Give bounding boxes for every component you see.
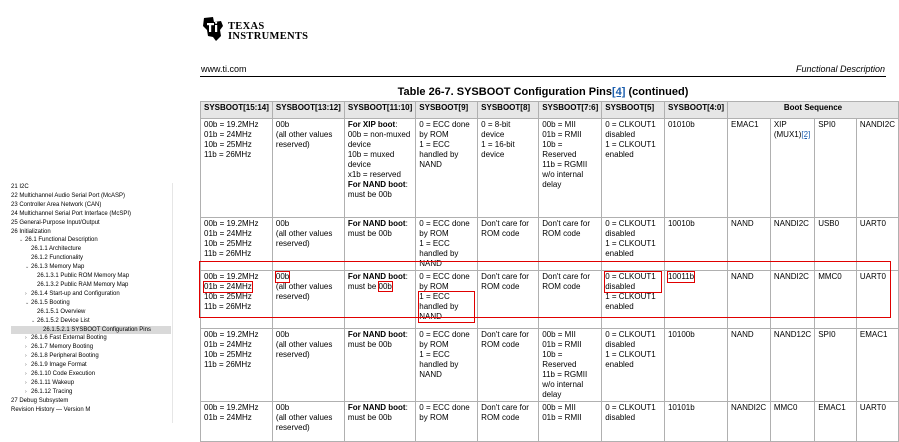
table-cell (478, 218, 539, 271)
cell-line: 10b = Reserved (542, 350, 577, 369)
table-cell (272, 218, 344, 271)
cell-line: must be 00b (347, 340, 392, 349)
cell-line: 1 = ECC handled by NAND (419, 292, 474, 322)
toc-item[interactable] (11, 317, 171, 326)
table-row (201, 119, 899, 218)
cell-line: 11b = 26MHz (204, 150, 252, 159)
ti-logo-text (228, 22, 308, 42)
toc-item[interactable] (11, 281, 171, 290)
ti-logo-icon (201, 14, 225, 44)
chevron-right-icon[interactable]: › (25, 344, 27, 351)
table-cell (344, 329, 415, 402)
col-header: SYSBOOT[7:6] (539, 102, 602, 119)
cell-line: 00b (275, 272, 290, 281)
toc-item[interactable] (11, 397, 171, 406)
cell-line: 10b = Reserved (542, 140, 577, 159)
table-title (200, 86, 886, 98)
toc-item[interactable] (11, 308, 171, 317)
table-cell (201, 119, 273, 218)
boot-sequence-cell (770, 402, 814, 442)
toc-item-label: 26.1.8 Peripheral Booting (31, 353, 99, 360)
boot-sequence-cell (856, 329, 898, 402)
cell-line: 0 = ECC done by ROM (419, 403, 470, 422)
col-header-boot-sequence: Boot Sequence (727, 102, 898, 119)
boot-sequence-cell (727, 119, 770, 218)
cell-line: 0 = ECC done by ROM (419, 219, 470, 238)
cell-line: 0 = ECC done by ROM (419, 272, 470, 291)
cell-line: 00b (275, 219, 290, 228)
toc-item-label: 26.1.3.2 Public RAM Memory Map (37, 281, 129, 288)
table-header-row (201, 102, 899, 119)
toc-item[interactable] (11, 290, 171, 299)
cell-line: Don't care for ROM code (542, 272, 590, 291)
boot-device: NANDI2C (730, 403, 767, 412)
toc-item[interactable] (11, 210, 171, 219)
toc-item-label: 26 Initialization (11, 228, 51, 235)
table-cell (272, 329, 344, 402)
cell-line: must be 00b (347, 413, 392, 422)
toc-item[interactable] (11, 352, 171, 361)
table-title-text: Table 26-7. SYSBOOT Configuration Pins (397, 86, 612, 98)
table-body (201, 119, 899, 442)
table-row (201, 402, 899, 442)
cell-line: 00b (275, 120, 290, 129)
table-cell (478, 329, 539, 402)
cell-line: 01b = RMII (542, 130, 582, 139)
cell-line: 01b = 24MHz (204, 282, 252, 291)
toc-item-label: 26.1.11 Wakeup (31, 379, 75, 386)
boot-sequence-cell (770, 218, 814, 271)
toc-item-label: 26.1.3.1 Public ROM Memory Map (37, 273, 130, 280)
toc-item-label: 26.1.12 Tracing (31, 388, 73, 395)
cell-colon: : (395, 120, 398, 129)
cell-line: 10b = 25MHz (204, 140, 252, 149)
cell-line: Don't care for ROM code (542, 219, 590, 238)
toc-item-label: 21 I2C (11, 184, 29, 190)
table-cell (539, 119, 602, 218)
toc-item-label: 26.1.9 Image Format (31, 362, 87, 369)
boot-device: NAND12C (773, 330, 812, 339)
boot-device: NAND (730, 330, 754, 339)
boot-sequence-cell (856, 119, 898, 218)
boot-device: UART0 (859, 403, 886, 412)
cell-line: 1 = CLKOUT1 enabled (605, 239, 656, 258)
cell-line: 0 = CLKOUT1 disabled (605, 120, 656, 139)
table-cell (602, 218, 665, 271)
toc-item-label: 26.1 Functional Description (25, 237, 98, 244)
toc-item[interactable] (11, 192, 171, 201)
toc-item-label: 26.1.2 Functionality (31, 255, 84, 262)
ti-logo (201, 12, 309, 52)
cell-bold-label: For NAND boot (347, 403, 406, 412)
boot-sequence-cell (856, 271, 898, 329)
toc-item[interactable] (11, 326, 171, 335)
cell-line: 00b (275, 403, 290, 412)
table-cell (602, 329, 665, 402)
table-cell (416, 119, 478, 218)
toc-item-label: 26.1.5.2 Device List (37, 317, 90, 324)
cell-bold-label: For XIP boot (347, 120, 396, 129)
chevron-right-icon[interactable]: › (25, 362, 27, 369)
table-cell (539, 329, 602, 402)
cell-line: 1 = CLKOUT1 enabled (605, 292, 656, 311)
chevron-down-icon[interactable]: ⌄ (19, 237, 24, 244)
cell-line: 01b = 24MHz (204, 413, 252, 422)
cell-line: 00b = 19.2MHz (204, 219, 259, 228)
sysboot-config-table (200, 101, 899, 442)
col-header: SYSBOOT[15:14] (201, 102, 273, 119)
toc-item-label: 26.1.7 Memory Booting (31, 344, 94, 351)
cell-line: Don't care for ROM code (481, 330, 529, 349)
table-cell (272, 402, 344, 442)
table-cell (602, 402, 665, 442)
toc-item[interactable] (11, 379, 171, 388)
table-cell (201, 329, 273, 402)
cell-colon: : (405, 330, 408, 339)
chevron-right-icon[interactable]: › (25, 335, 27, 342)
table-cell (201, 218, 273, 271)
cell-line: 11b = 26MHz (204, 249, 252, 258)
cell-line: 00b = 19.2MHz (204, 330, 259, 339)
cell-line: 00b = MII (542, 403, 576, 412)
boot-sequence-cell (815, 271, 857, 329)
footnote-link[interactable]: [2] (801, 130, 811, 139)
table-cell (272, 119, 344, 218)
cell-line: 10b = 25MHz (204, 292, 252, 301)
cell-line: 1 = 16-bit device (481, 140, 515, 159)
toc-item-label: 25 General-Purpose Input/Output (11, 219, 100, 226)
cell-colon: : (405, 272, 408, 281)
table-cell (201, 271, 273, 329)
boot-device: MMC0 (818, 272, 842, 281)
cell-line: Don't care for ROM code (481, 219, 529, 238)
toc-item[interactable] (11, 361, 171, 370)
toc-item-label: 26.1.5.1 Overview (37, 308, 86, 315)
cell-line: 00b (275, 330, 290, 339)
cell-line: 0 = ECC done by ROM (419, 120, 470, 139)
cell-line: 11b = RGMII w/o internal delay (542, 160, 588, 189)
cell-line: 1 = ECC handled by NAND (419, 140, 459, 169)
cell-line: 1 = ECC handled by NAND (419, 350, 459, 379)
cell-colon: : (405, 180, 408, 189)
boot-sequence-cell (727, 218, 770, 271)
table-title-suffix: (continued) (625, 86, 689, 98)
boot-sequence-cell (856, 402, 898, 442)
toc-item[interactable] (11, 388, 171, 397)
toc-item-label: 26.1.5.2.1 SYSBOOT Configuration Pins (43, 326, 151, 333)
boot-device: NANDI2C (859, 120, 895, 129)
chevron-right-icon[interactable]: › (25, 353, 27, 360)
boot-sequence-cell (856, 218, 898, 271)
col-header: SYSBOOT[4:0] (664, 102, 727, 119)
table-cell (664, 271, 727, 329)
toc-item[interactable] (11, 236, 171, 245)
cell-line (348, 330, 412, 340)
table-cell (539, 402, 602, 442)
toc-item[interactable] (11, 201, 171, 210)
chevron-right-icon[interactable]: › (25, 371, 27, 378)
table-cell (416, 218, 478, 271)
cell-line (348, 403, 412, 413)
toc-item-label: 26.1.3 Memory Map (31, 264, 85, 271)
cell-line: 01b = RMII (542, 340, 582, 349)
cell-line: 00b = 19.2MHz (204, 272, 259, 281)
cell-line: 0 = CLKOUT1 disabled (605, 219, 656, 238)
sysboot-value: 10011b (667, 272, 695, 281)
boot-device: SPI0 (818, 330, 836, 339)
toc-item[interactable] (11, 343, 171, 352)
table-cell (416, 271, 478, 329)
boot-device: NAND (730, 272, 754, 281)
cell-line: 10b = 25MHz (204, 350, 252, 359)
cell-line: 10b = muxed device (347, 150, 395, 169)
col-header: SYSBOOT[8] (478, 102, 539, 119)
cell-bold-label: For NAND boot (347, 330, 406, 339)
cell-line: 11b = 26MHz (204, 302, 252, 311)
site-url[interactable]: www.ti.com (201, 64, 247, 74)
cell-line: (all other values reserved) (275, 413, 333, 432)
toc-item[interactable] (11, 245, 171, 254)
toc-item-label: 26.1.6 Fast External Booting (31, 335, 107, 342)
cell-line (348, 120, 412, 130)
cell-bold-label: For NAND boot (347, 272, 406, 281)
logo-line1: TEXAS (228, 21, 265, 32)
col-header: SYSBOOT[5] (602, 102, 665, 119)
cell-line: x1b = reserved (347, 170, 401, 179)
table-row (201, 329, 899, 402)
toc-item[interactable] (11, 370, 171, 379)
table-cell (201, 402, 273, 442)
table-cell (664, 329, 727, 402)
logo-line2: INSTRUMENTS (228, 31, 309, 42)
toc-item-label: Revision History — Version M (11, 406, 91, 413)
cell-colon: : (405, 403, 408, 412)
toc-item-label: 26.1.5 Booting (31, 299, 70, 306)
cell-line: 11b = RGMII w/o internal delay (542, 370, 588, 399)
cell-line: 00b = MII (542, 120, 576, 129)
cell-line: 1 = CLKOUT1 enabled (605, 350, 656, 369)
cell-line: 00b = 19.2MHz (204, 120, 259, 129)
toc-item[interactable] (11, 263, 171, 272)
table-cell (539, 271, 602, 329)
col-header: SYSBOOT[9] (416, 102, 478, 119)
table-cell (478, 402, 539, 442)
cell-line: must be 00b (347, 229, 392, 238)
boot-sequence-cell (815, 402, 857, 442)
cell-line: 00b = MII (542, 330, 576, 339)
table-row (201, 271, 899, 329)
chevron-down-icon[interactable]: ⌄ (25, 264, 30, 271)
cell-line: 11b = 26MHz (204, 360, 252, 369)
boot-device: MMC0 (773, 403, 798, 412)
header-rule (200, 76, 886, 77)
toc-item[interactable] (11, 219, 171, 228)
boot-sequence-cell (770, 271, 814, 329)
cell-line: 01b = 24MHz (204, 130, 252, 139)
cell-line (348, 180, 412, 190)
boot-sequence-cell (770, 329, 814, 402)
highlighted-value: 00b (378, 282, 392, 291)
cell-line: must be 00b (347, 282, 392, 291)
cell-line (348, 272, 412, 282)
boot-device: XIP (MUX1) (773, 120, 802, 139)
cell-line: Don't care for ROM code (481, 403, 529, 422)
toc-item-label: 26.1.4 Start-up and Configuration (31, 290, 120, 297)
cell-line: 01b = 24MHz (204, 229, 252, 238)
cell-line: 01b = 24MHz (204, 340, 252, 349)
toc-item[interactable] (11, 299, 171, 308)
sysboot-value: 01010b (667, 120, 695, 129)
boot-device: SPI0 (818, 120, 836, 129)
chevron-right-icon[interactable]: › (25, 379, 27, 386)
cell-line: 0 = ECC done by ROM (419, 330, 470, 349)
toc-item-label: 26.1.1 Architecture (31, 246, 82, 253)
cell-line: 0 = CLKOUT1 disabled (605, 330, 656, 349)
cell-line: 00b = 19.2MHz (204, 403, 259, 412)
toc-item[interactable] (11, 406, 171, 415)
sysboot-value: 10010b (667, 219, 695, 228)
cell-line: 1 = CLKOUT1 enabled (605, 140, 656, 159)
boot-device: EMAC1 (859, 330, 888, 339)
toc-item[interactable] (11, 228, 171, 237)
toc-item-label: 22 Multichannel Audio Serial Port (McASP) (11, 192, 126, 199)
cell-line: (all other values reserved) (275, 229, 333, 248)
table-cell (539, 218, 602, 271)
cell-line: 00b = non-muxed device (347, 130, 411, 149)
table-cell (416, 402, 478, 442)
chevron-right-icon[interactable]: › (25, 290, 27, 297)
cell-line: (all other values reserved) (275, 340, 333, 359)
table-cell (478, 119, 539, 218)
boot-sequence-cell (770, 119, 814, 218)
table-cell (416, 329, 478, 402)
toc-sidebar (11, 183, 171, 415)
cell-line: (all other values reserved) (275, 130, 333, 149)
cell-colon: : (405, 219, 408, 228)
sysboot-value: 10100b (667, 330, 695, 339)
boot-device: USB0 (818, 219, 840, 228)
toc-item[interactable] (11, 272, 171, 281)
col-header: SYSBOOT[11:10] (344, 102, 415, 119)
cell-line (348, 219, 412, 229)
table-cell (664, 218, 727, 271)
boot-sequence-cell (727, 402, 770, 442)
boot-device: EMAC1 (818, 403, 846, 412)
cell-line: 1 = ECC handled by NAND (419, 239, 459, 268)
cell-line: must be 00b (347, 190, 392, 199)
sysboot-value: 10101b (667, 403, 695, 412)
boot-sequence-cell (727, 329, 770, 402)
table-footnote-link[interactable]: [4] (611, 86, 626, 98)
toc-item-label: 26.1.10 Code Execution (31, 371, 96, 378)
toc-item[interactable] (11, 183, 171, 192)
toc-item-label: 24 Multichannel Serial Port Interface (McSPI) (11, 210, 132, 217)
boot-sequence-cell (815, 218, 857, 271)
cell-bold-label: For NAND boot (347, 219, 406, 228)
chevron-down-icon[interactable]: ⌄ (31, 317, 36, 324)
chevron-down-icon[interactable]: ⌄ (25, 299, 30, 306)
boot-sequence-cell (727, 271, 770, 329)
boot-device: NANDI2C (773, 219, 809, 228)
boot-sequence-cell (815, 329, 857, 402)
table-cell (344, 119, 415, 218)
section-title: Functional Description (795, 64, 885, 74)
table-cell (664, 119, 727, 218)
boot-device: NANDI2C (773, 272, 809, 281)
toc-item[interactable] (11, 334, 171, 343)
chevron-right-icon[interactable]: › (25, 388, 27, 395)
cell-line: 10b = 25MHz (204, 239, 252, 248)
cell-bold-label: For NAND boot (347, 180, 406, 189)
boot-device: EMAC1 (730, 120, 759, 129)
cell-line: (all other values reserved) (275, 282, 333, 301)
table-cell (344, 271, 415, 329)
table-cell (478, 271, 539, 329)
table-cell (602, 119, 665, 218)
table-cell (664, 402, 727, 442)
boot-device: NAND (730, 219, 754, 228)
cell-line: Don't care for ROM code (481, 272, 529, 291)
cell-line: 0 = CLKOUT1 disabled (605, 403, 656, 422)
boot-sequence-cell (815, 119, 857, 218)
table-row (201, 218, 899, 271)
cell-line: 01b = RMII (542, 413, 582, 422)
table-cell (344, 218, 415, 271)
toc-item-label: 27 Debug Subsystem (11, 397, 69, 404)
sidebar-divider (172, 183, 173, 423)
col-header: SYSBOOT[13:12] (272, 102, 344, 119)
toc-item[interactable] (11, 254, 171, 263)
toc-item-label: 23 Controller Area Network (CAN) (11, 201, 102, 208)
cell-line: 0 = 8-bit device (481, 120, 511, 139)
cell-line: 0 = CLKOUT1 disabled (605, 272, 661, 292)
table-cell (344, 402, 415, 442)
boot-device: UART0 (859, 272, 886, 281)
table-cell (272, 271, 344, 329)
table-cell (602, 271, 665, 329)
boot-device: UART0 (859, 219, 886, 228)
